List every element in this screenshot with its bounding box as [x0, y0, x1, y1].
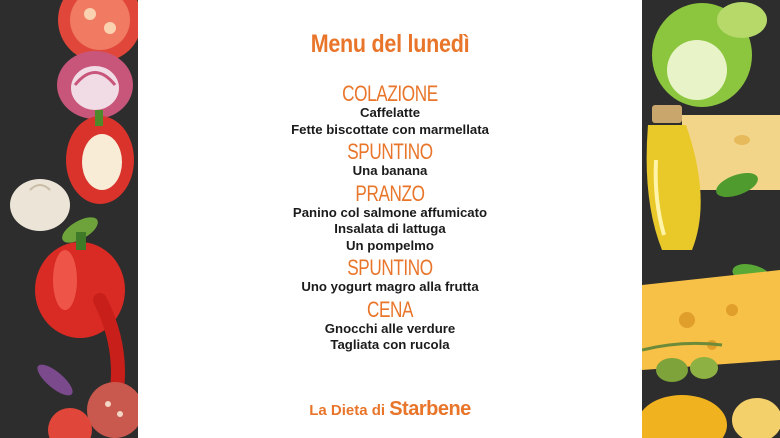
vegetables-illustration-left — [0, 0, 138, 438]
menu-section-colazione — [138, 83, 642, 138]
menu-section-pranzo — [138, 180, 642, 255]
section-heading: SPUNTINO — [347, 255, 433, 280]
menu-item: Una banana — [352, 163, 428, 178]
menu-item: Un pompelmo — [346, 237, 434, 253]
section-heading: COLAZIONE — [342, 81, 438, 106]
menu-list — [138, 80, 642, 354]
footer-brand — [138, 398, 642, 421]
left-vegetable-border — [0, 0, 138, 438]
right-vegetable-border — [642, 0, 780, 438]
section-heading: PRANZO — [355, 180, 425, 206]
brand-logo: Starbene — [389, 398, 471, 420]
menu-section-spuntino-2 — [138, 257, 642, 296]
menu-item: Insalata di lattuga — [334, 221, 446, 236]
menu-item: Uno yogurt magro alla frutta — [301, 279, 479, 294]
menu-item: Tagliata con rucola — [330, 337, 450, 352]
section-heading: SPUNTINO — [347, 139, 433, 164]
garlic-icon — [10, 179, 70, 231]
menu-item: Panino col salmone affumicato — [292, 204, 488, 220]
menu-item: Caffelatte — [359, 105, 421, 120]
menu-item: Fette biscottate con marmellata — [291, 121, 489, 137]
menu-section-spuntino — [138, 141, 642, 180]
olive-icon — [656, 358, 688, 382]
menu-card — [138, 0, 642, 438]
menu-item: Gnocchi alle verdure — [324, 320, 456, 336]
section-heading: CENA — [366, 296, 414, 322]
menu-section-cena — [138, 296, 642, 354]
page-title: Menu del lunedì — [310, 30, 470, 58]
footer-prefix: La Dieta di — [309, 402, 386, 419]
vegetables-illustration-right — [642, 0, 780, 438]
